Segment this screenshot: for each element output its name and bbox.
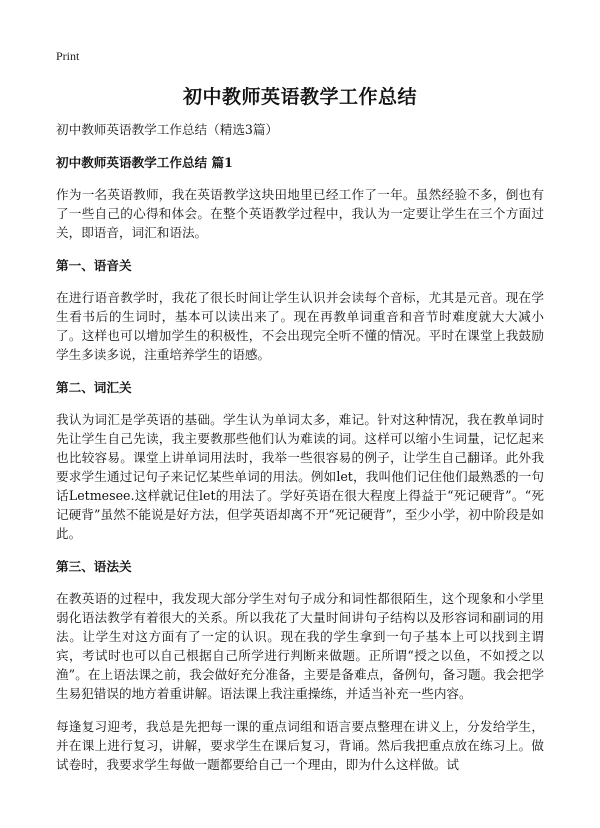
section-heading-grammar: 第三、语法关 — [56, 559, 132, 574]
closing-paragraph: 每逢复习迎考，我总是先把每一课的重点词组和语言要点整理在讲义上，分发给学生，并在课上进行复习，讲解，要求学生在课后复习，背诵。然后我把重点放在练习上。做试卷时，我要求学生每做一题都要给自己一个理由，即为什么这样做。试 — [56, 719, 544, 772]
section-paragraph-phonetics: 在进行语音教学时，我花了很长时间让学生认识并会读每个音标，尤其是元音。现在学生看书后的生词时，基本可以读出来了。现在再教单词重音和音节时难度就大大减小了。这样也可以增加学生的积极性，不会出现完全听不懂的情况。平时在课堂上我鼓励学生多读多说，注重培养学生的语感。 — [56, 290, 544, 362]
page-title: 初中教师英语教学工作总结 — [182, 86, 417, 108]
section-paragraph-grammar: 在教英语的过程中，我发现大部分学生对句子成分和词性都很陌生，这个现象和小学里弱化语法教学有着很大的关系。所以我花了大量时间讲句子结构以及形容词和副词的用法。让学生对这方面有了一定的认识。现在我的学生拿到一句子基本上可以找到主谓宾，考试时也可以自己根据自己所学进行判断来做题。正所谓“授之以鱼，不如授之以渔”。在上语法课之前，我会做好充分准备，主要是备难点，备例句，备习题。我会把学生易犯错误的地方着重讲解。语法课上我注重操练，并适当补充一些内容。 — [56, 591, 544, 701]
spacer — [56, 364, 544, 378]
print-link[interactable]: Print — [56, 49, 80, 63]
document-subtitle: 初中教师英语教学工作总结（精选3篇） — [56, 122, 279, 137]
section-heading-vocabulary: 第二、词汇关 — [56, 380, 132, 395]
spacer — [56, 543, 544, 557]
spacer — [56, 242, 544, 256]
document-body — [56, 120, 544, 774]
section-heading-phonetics: 第一、语音关 — [56, 258, 132, 273]
spacer — [56, 397, 544, 410]
spacer — [56, 703, 544, 717]
spacer — [56, 139, 544, 153]
intro-paragraph: 作为一名英语教师，我在英语教学这块田地里已经工作了一年。虽然经验不多，倒也有了一些自己的心得和体会。在整个英语教学过程中，我认为一定要让学生在三个方面过关，即语音，词汇和语法。 — [56, 187, 544, 240]
spacer — [56, 576, 544, 589]
spacer — [56, 275, 544, 288]
article-heading: 初中教师英语教学工作总结 篇1 — [56, 155, 233, 170]
section-paragraph-vocabulary: 我认为词汇是学英语的基础。学生认为单词太多，难记。针对这种情况，我在教单词时先让学生自己先读，我主要教那些他们认为难读的词。这样可以缩小生词量，记忆起来也比较容易。课堂上讲单词用法时，我举一些很容易的例子，让学生自己翻译。此外我要求学生通过记句子来记忆某些单词的用法。例如let，我叫他们记住他们最熟悉的一句话Letmesee.这样就记住let的用法了。学好英语在很大程度上得益于“死记硬背”。“死记硬背”虽然不能说是好方法，但学英语却离不开“死记硬背”，至少小学，初中阶段是如此。 — [56, 412, 544, 541]
spacer — [56, 172, 544, 185]
